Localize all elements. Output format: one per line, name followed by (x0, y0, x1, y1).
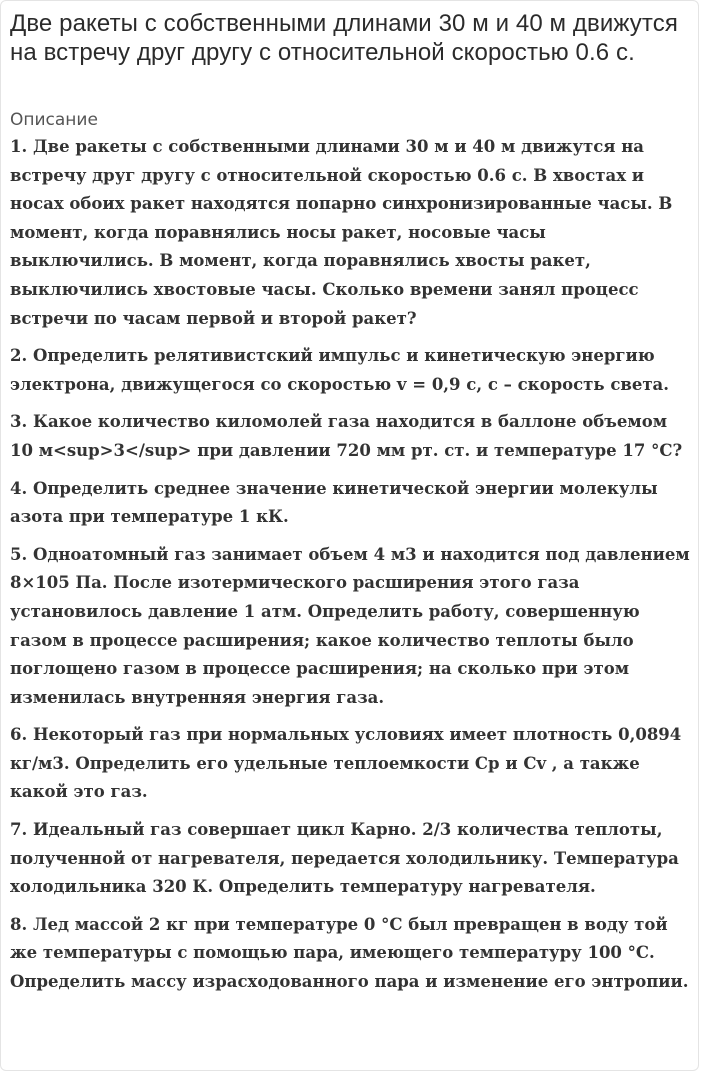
problem-list (10, 133, 694, 1006)
problem-item-6: 6. Некоторый газ при нормальных условиях имеет плотность 0,0894 кг/м3. Определить его удельные теплоемкости Cp и Cv , а также какой это газ. (10, 725, 688, 802)
problem-item-1: 1. Две ракеты с собственными длинами 30 м и 40 м движутся на встречу друг другу с относительной скоростью 0.6 с. В хвостах и носах обоих ракет находятся попарно синхронизированные часы. В момент, когда поравнялись носы ракет, носовые часы выключились. В момент, когда поравнялись хвосты ракет, выключились хвостовые часы. Сколько времени занял процесс встречи по часам первой и второй ракет? (10, 137, 679, 328)
problem-item-3: 3. Какое количество киломолей газа находится в баллоне объемом 10 м<sup>3</sup> при давлении 720 мм рт. ст. и температуре 17 °С? (10, 412, 683, 460)
problem-item-7: 7. Идеальный газ совершает цикл Карно. 2/3 количества теплоты, полученной от нагревателя, передается холодильнику. Температура холодильника 320 К. Определить температуру нагревателя. (10, 820, 685, 897)
description-label: Описание (10, 110, 98, 130)
problem-item-8: 8. Лед массой 2 кг при температуре 0 °С был превращен в воду той же температуры с помощью пара, имеющего температуру 100 °С. Определить массу израсходованного пара и изменение его энтропии. (10, 914, 689, 992)
page-title: Две ракеты с собственными длинами 30 м и 40 м движутся на встречу друг другу с относительной скоростью 0.6 с. (10, 10, 678, 66)
problem-item-4: 4. Определить среднее значение кинетической энергии молекулы азота при температуре 1 кК. (10, 478, 664, 527)
problem-item-5: 5. Одноатомный газ занимает объем 4 м3 и находится под давлением 8×105 Па. После изотермического расширения этого газа установилось давление 1 атм. Определить работу, совершенную газом в процессе расширения; какое количество теплоты было поглощено газом в процессе расширения; на сколько при этом изменилась внутренняя энергия газа. (10, 544, 696, 707)
problem-item-2: 2. Определить релятивистский импульс и кинетическую энергию электрона, движущегося со скоростью v = 0,9 c, c – скорость света. (10, 346, 669, 394)
